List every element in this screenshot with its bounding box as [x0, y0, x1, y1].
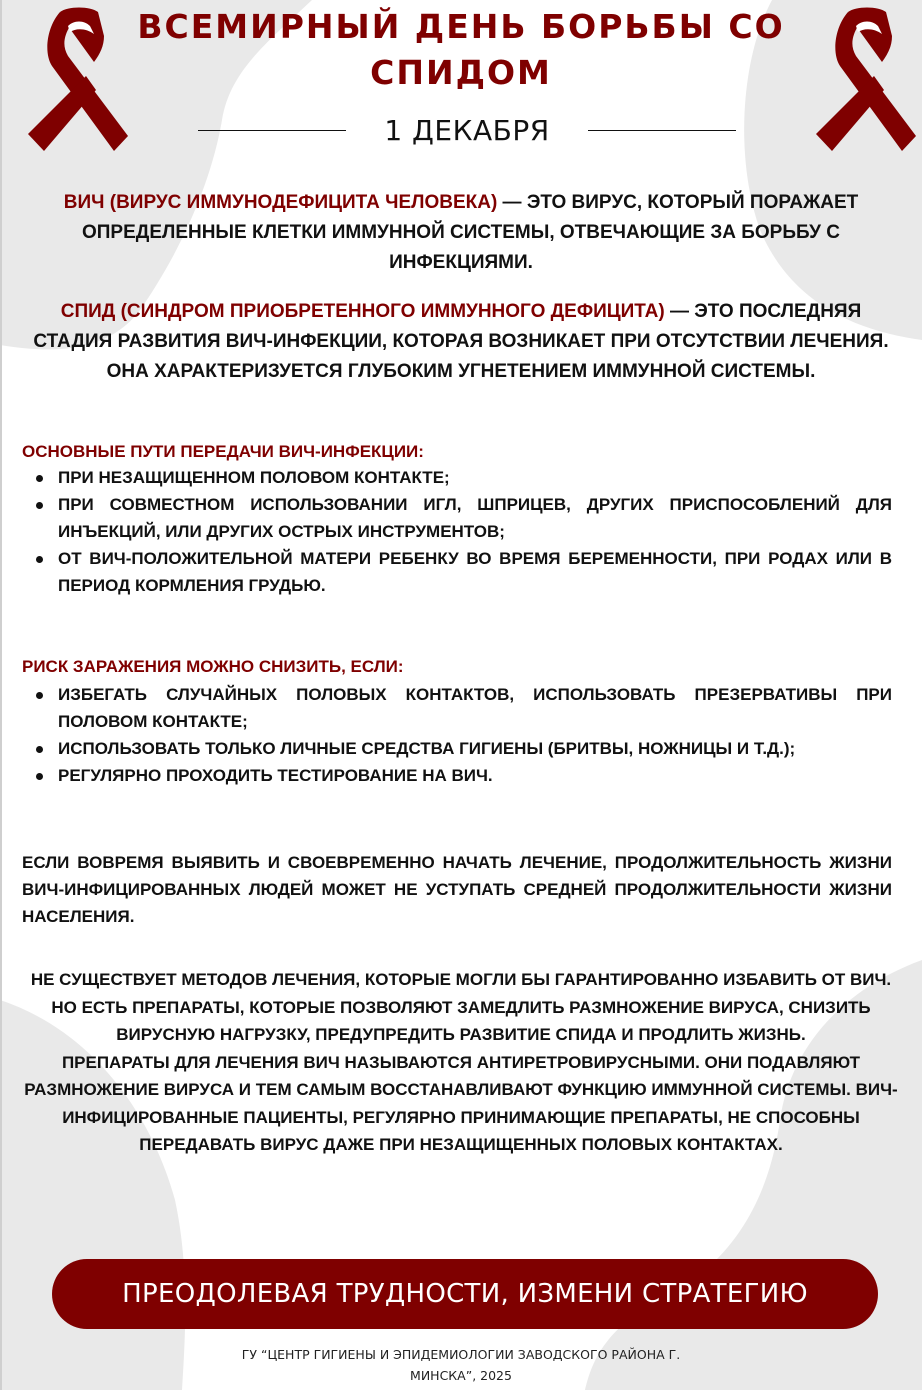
risk-reduction-list — [22, 681, 892, 789]
date-divider-right — [588, 130, 736, 132]
bullet-icon — [36, 773, 43, 780]
bullet-icon — [36, 692, 43, 699]
list-item — [22, 491, 892, 545]
list-item — [22, 464, 892, 491]
hiv-term: ВИЧ (ВИРУС ИММУНОДЕФИЦИТА ЧЕЛОВЕКА) — [63, 192, 498, 213]
date-row — [198, 114, 736, 147]
list-item-text: ПРИ НЕЗАЩИЩЕННОМ ПОЛОВОМ КОНТАКТЕ; — [58, 468, 450, 487]
bullet-icon — [36, 556, 43, 563]
red-ribbon-icon — [812, 6, 922, 151]
footer-credit — [150, 1344, 772, 1386]
event-date: 1 ДЕКАБРЯ — [384, 114, 550, 147]
transmission-list — [22, 464, 892, 599]
bullet-icon — [36, 502, 43, 509]
list-item — [22, 762, 892, 789]
list-item — [22, 545, 892, 599]
list-item — [22, 735, 892, 762]
red-ribbon-icon — [24, 6, 134, 151]
footer-line-1: ГУ “ЦЕНТР ГИГИЕНЫ И ЭПИДЕМИОЛОГИИ ЗАВОДСКОГО РАЙОНА Г. — [241, 1347, 681, 1362]
treatment-paragraph-1: НЕ СУЩЕСТВУЕТ МЕТОДОВ ЛЕЧЕНИЯ, КОТОРЫЕ МОГЛИ БЫ ГАРАНТИРОВАННО ИЗБАВИТЬ ОТ ВИЧ. НО ЕСТЬ ПРЕПАРАТЫ, КОТОРЫЕ ПОЗВОЛЯЮТ ЗАМЕДЛИТЬ РАЗМНОЖЕНИЕ ВИРУСА, СНИЗИТЬ ВИРУСНУЮ НАГРУЗКУ, ПРЕДУПРЕДИТЬ РАЗВИТИЕ СПИДА И ПРОДЛИТЬ ЖИЗНЬ. — [30, 970, 892, 1044]
aids-term: СПИД (СИНДРОМ ПРИОБРЕТЕННОГО ИММУННОГО ДЕФИЦИТА) — [60, 301, 665, 322]
slogan-text: ПРЕОДОЛЕВАЯ ТРУДНОСТИ, ИЗМЕНИ СТРАТЕГИЮ — [122, 1279, 808, 1309]
hiv-definition-text: — ЭТО ВИРУС, КОТОРЫЙ ПОРАЖАЕТ ОПРЕДЕЛЕННЫЕ КЛЕТКИ ИММУННОЙ СИСТЕМЫ, ОТВЕЧАЮЩИЕ ЗА БОРЬБУ С ИНФЕКЦИЯМИ. — [82, 192, 859, 273]
bullet-icon — [36, 746, 43, 753]
footer-line-2: МИНСКА”, 2025 — [410, 1368, 512, 1383]
slogan-banner — [52, 1259, 878, 1329]
aids-definition-text: — ЭТО ПОСЛЕДНЯЯ СТАДИЯ РАЗВИТИЯ ВИЧ-ИНФЕКЦИИ, КОТОРАЯ ВОЗНИКАЕТ ПРИ ОТСУТСТВИИ ЛЕЧЕНИЯ. ОНА ХАРАКТЕРИЗУЕТСЯ ГЛУБОКИМ УГНЕТЕНИЕМ ИММУННОЙ СИСТЕМЫ. — [33, 301, 889, 382]
transmission-heading: ОСНОВНЫЕ ПУТИ ПЕРЕДАЧИ ВИЧ-ИНФЕКЦИИ: — [22, 442, 424, 461]
list-item-text: ОТ ВИЧ-ПОЛОЖИТЕЛЬНОЙ МАТЕРИ РЕБЕНКУ ВО ВРЕМЯ БЕРЕМЕННОСТИ, ПРИ РОДАХ ИЛИ В ПЕРИОД КОРМЛЕНИЯ ГРУДЬЮ. — [58, 549, 892, 595]
bullet-icon — [36, 475, 43, 482]
hiv-definition — [30, 188, 892, 278]
list-item-text: ИСПОЛЬЗОВАТЬ ТОЛЬКО ЛИЧНЫЕ СРЕДСТВА ГИГИЕНЫ (БРИТВЫ, НОЖНИЦЫ И Т.Д.); — [58, 739, 796, 758]
list-item-text: РЕГУЛЯРНО ПРОХОДИТЬ ТЕСТИРОВАНИЕ НА ВИЧ. — [58, 766, 493, 785]
date-divider-left — [198, 130, 346, 132]
page-left-border — [0, 0, 2, 1390]
aids-definition — [22, 297, 900, 387]
early-treatment-paragraph: ЕСЛИ ВОВРЕМЯ ВЫЯВИТЬ И СВОЕВРЕМЕННО НАЧАТЬ ЛЕЧЕНИЕ, ПРОДОЛЖИТЕЛЬНОСТЬ ЖИЗНИ ВИЧ-ИНФИЦИРОВАННЫХ ЛЮДЕЙ МОЖЕТ НЕ УСТУПАТЬ СРЕДНЕЙ ПРОДОЛЖИТЕЛЬНОСТИ ЖИЗНИ НАСЕЛЕНИЯ. — [22, 853, 892, 926]
risk-reduction-heading: РИСК ЗАРАЖЕНИЯ МОЖНО СНИЗИТЬ, ЕСЛИ: — [22, 657, 404, 676]
list-item-text: ПРИ СОВМЕСТНОМ ИСПОЛЬЗОВАНИИ ИГЛ, ШПРИЦЕВ, ДРУГИХ ПРИСПОСОБЛЕНИЙ ДЛЯ ИНЪЕКЦИЙ, ИЛИ ДРУГИХ ОСТРЫХ ИНСТРУМЕНТОВ; — [58, 495, 892, 541]
treatment-paragraph-2: ПРЕПАРАТЫ ДЛЯ ЛЕЧЕНИЯ ВИЧ НАЗЫВАЮТСЯ АНТИРЕТРОВИРУСНЫМИ. ОНИ ПОДАВЛЯЮТ РАЗМНОЖЕНИЕ ВИРУСА И ТЕМ САМЫМ ВОССТАНАВЛИВАЮТ ФУНКЦИЮ ИММУННОЙ СИСТЕМЫ. ВИЧ-ИНФИЦИРОВАННЫЕ ПАЦИЕНТЫ, РЕГУЛЯРНО ПРИНИМАЮЩИЕ ПРЕПАРАТЫ, НЕ СПОСОБНЫ ПЕРЕДАВАТЬ ВИРУС ДАЖЕ ПРИ НЕЗАЩИЩЕННЫХ ПОЛОВЫХ КОНТАКТАХ. — [24, 1052, 898, 1154]
treatment-section — [22, 966, 900, 1159]
poster-title: ВСЕМИРНЫЙ ДЕНЬ БОРЬБЫ СО СПИДОМ — [137, 7, 785, 92]
list-item-text: ИЗБЕГАТЬ СЛУЧАЙНЫХ ПОЛОВЫХ КОНТАКТОВ, ИСПОЛЬЗОВАТЬ ПРЕЗЕРВАТИВЫ ПРИ ПОЛОВОМ КОНТАКТЕ; — [58, 685, 892, 731]
list-item — [22, 681, 892, 735]
